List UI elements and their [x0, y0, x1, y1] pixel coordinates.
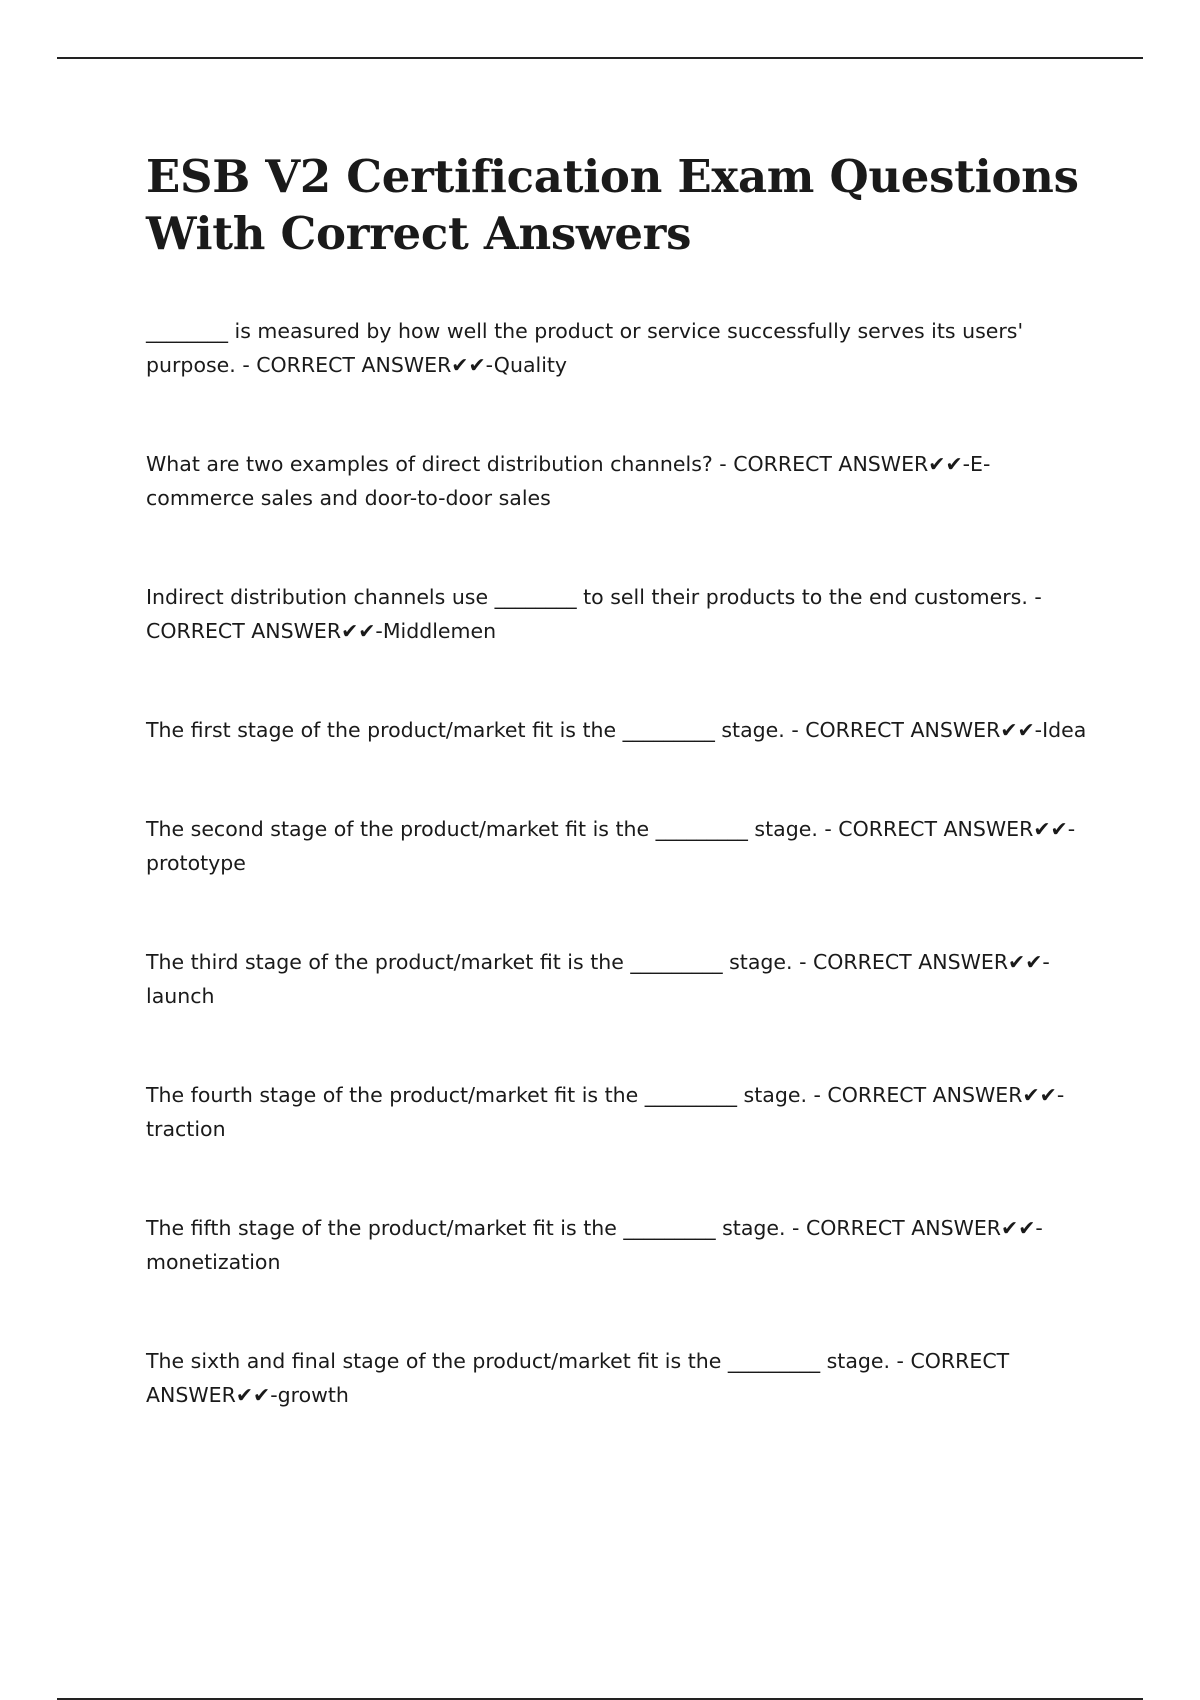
- question-item-9: The sixth and final stage of the product/market fit is the _________ stage. - CORRECT ANSWER✔✔-growth: [146, 1349, 1010, 1407]
- question-item-5: The second stage of the product/market fit is the _________ stage. - CORRECT ANSWER✔✔-prototype: [146, 817, 1076, 875]
- top-divider: [57, 57, 1143, 59]
- document-title: ESB V2 Certification Exam Questions With Correct Answers: [146, 150, 1079, 260]
- question-item-2: What are two examples of direct distribution channels? - CORRECT ANSWER✔✔-E-commerce sales and door-to-door sales: [146, 452, 991, 510]
- question-item-7: The fourth stage of the product/market fit is the _________ stage. - CORRECT ANSWER✔✔-traction: [146, 1083, 1065, 1141]
- question-list: [146, 314, 1096, 1412]
- question-item-6: The third stage of the product/market fit is the _________ stage. - CORRECT ANSWER✔✔-launch: [146, 950, 1050, 1008]
- document-page: [146, 148, 1096, 1412]
- question-item-3: Indirect distribution channels use ________ to sell their products to the end customers. - CORRECT ANSWER✔✔-Middlemen: [146, 585, 1042, 643]
- question-item-4: The first stage of the product/market fit is the _________ stage. - CORRECT ANSWER✔✔-Idea: [146, 718, 1087, 742]
- question-item-1: ________ is measured by how well the product or service successfully serves its users' purpose. - CORRECT ANSWER✔✔-Quality: [146, 319, 1024, 377]
- question-item-8: The fifth stage of the product/market fit is the _________ stage. - CORRECT ANSWER✔✔-monetization: [146, 1216, 1043, 1274]
